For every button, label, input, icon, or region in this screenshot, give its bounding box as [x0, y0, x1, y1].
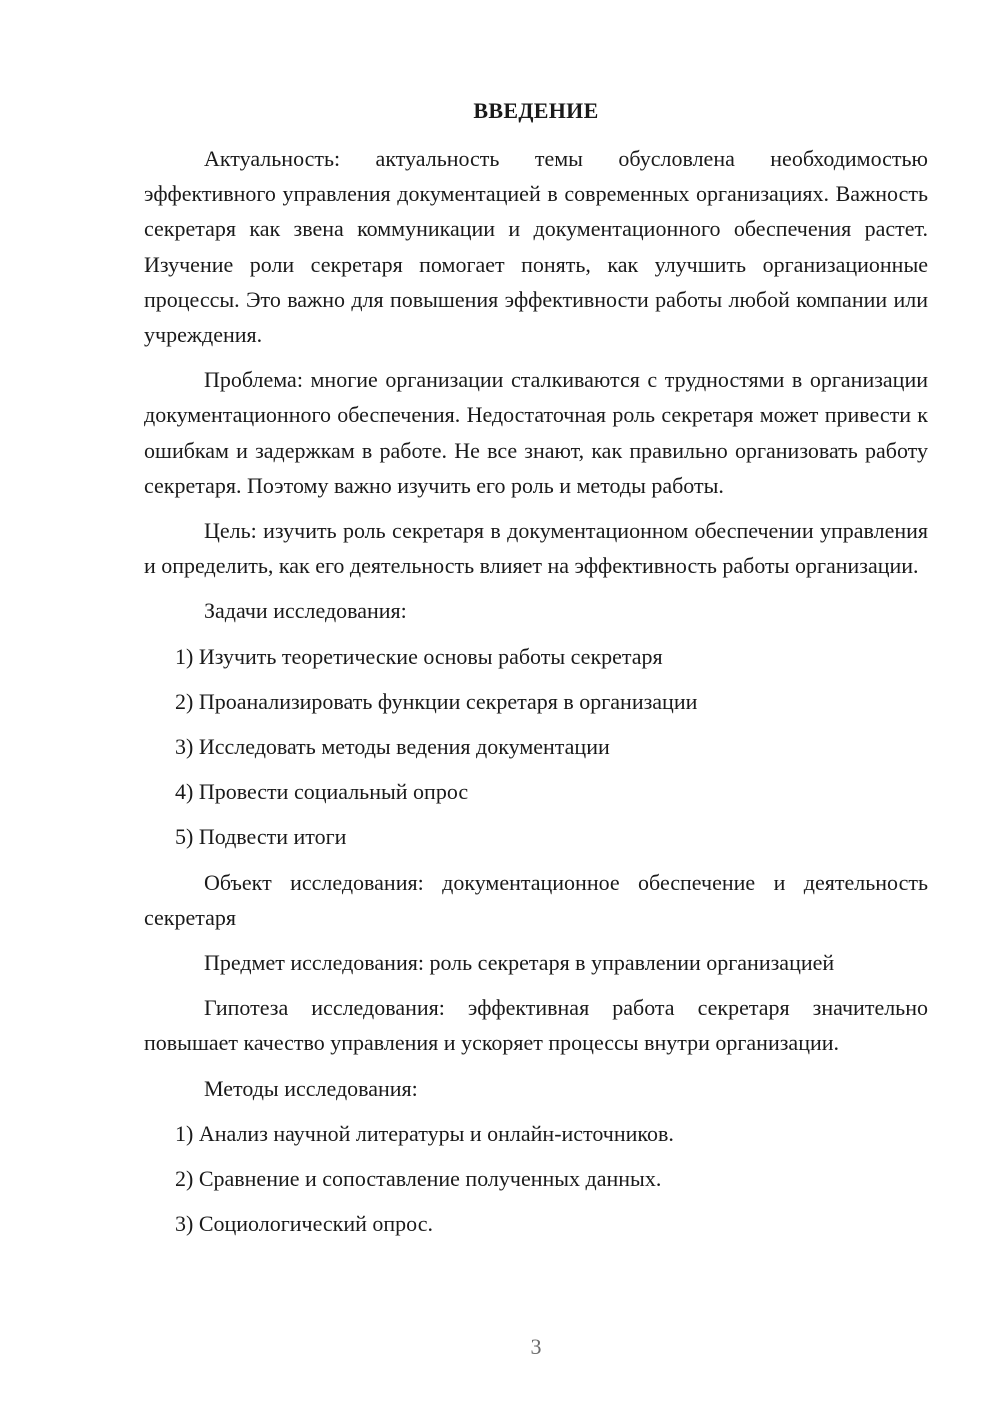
- paragraph-goal: Цель: изучить роль секретаря в документационном обеспечении управления и определить, как его деятельность влияет на эффективность работы организации.: [144, 518, 928, 579]
- document-body: [144, 141, 928, 1251]
- list-item: 3) Исследовать методы ведения документации: [175, 734, 610, 760]
- paragraph-object: Объект исследования: документационное обеспечение и деятельность секретаря: [144, 869, 928, 930]
- list-item: 2) Сравнение и сопоставление полученных данных.: [175, 1166, 662, 1192]
- list-item: 2) Проанализировать функции секретаря в организации: [175, 688, 698, 714]
- paragraph-hypothesis: Гипотеза исследования: эффективная работа секретаря значительно повышает качество управления и ускоряет процессы внутри организации.: [144, 995, 928, 1056]
- paragraph-problem: Проблема: многие организации сталкиваются с трудностями в организации документационного обеспечения. Недостаточная роль секретаря может привести к ошибкам и задержкам в работе. Не все знают, как правильно организовать работу секретаря. Поэтому важно изучить его роль и методы работы.: [144, 367, 928, 498]
- list-item: 1) Анализ научной литературы и онлайн-источников.: [175, 1120, 674, 1146]
- methods-heading: Методы исследования:: [204, 1075, 418, 1101]
- list-item: 1) Изучить теоретические основы работы секретаря: [175, 643, 663, 669]
- tasks-heading: Задачи исследования:: [204, 598, 407, 624]
- methods-list: [144, 1116, 928, 1242]
- page-title: ВВЕДЕНИЕ: [473, 98, 599, 123]
- list-item: 5) Подвести итоги: [175, 824, 347, 850]
- paragraph-actuality: Актуальность: актуальность темы обусловлена необходимостью эффективного управления документацией в современных организациях. Важность секретаря как звена коммуникации и документационного обеспечения растет. Изучение роли секретаря помогает понять, как улучшить организационные процессы. Это важно для повышения эффективности работы любой компании или учреждения.: [144, 146, 928, 348]
- tasks-list: [144, 639, 928, 855]
- page-number: 3: [530, 1334, 542, 1359]
- paragraph-subject: Предмет исследования: роль секретаря в управлении организацией: [204, 950, 835, 976]
- list-item: 3) Социологический опрос.: [175, 1211, 433, 1237]
- list-item: 4) Провести социальный опрос: [175, 779, 469, 805]
